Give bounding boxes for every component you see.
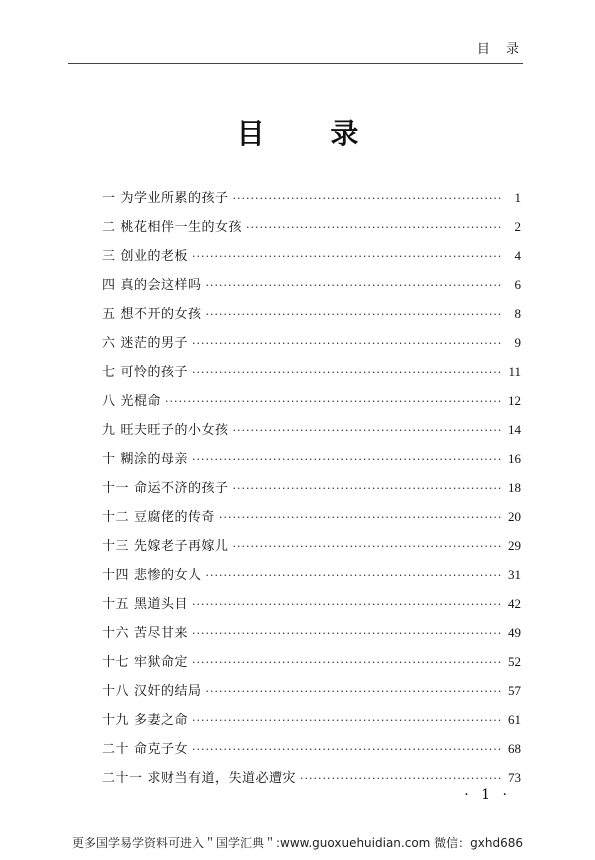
- toc-entry-number: 十: [102, 452, 116, 467]
- toc-entry-label: [102, 361, 188, 380]
- toc-entry-label: [102, 303, 202, 322]
- toc-dot-leader: [246, 221, 501, 234]
- toc-entry-page: 57: [508, 683, 521, 698]
- toc-entry-page: 29: [508, 538, 521, 553]
- toc-entry-title: 求财当有道，失道必遭灾: [147, 771, 297, 786]
- toc-entry-title: 先嫁老子再嫁儿: [134, 539, 229, 554]
- toc-dot-leader: [233, 192, 501, 205]
- toc-entry-number: 九: [102, 423, 116, 438]
- toc-entry-page: 2: [514, 219, 521, 234]
- toc-entry-number: 五: [102, 307, 116, 322]
- toc-entry-page: 4: [514, 248, 521, 263]
- toc-entry-number: 十三: [102, 539, 130, 554]
- toc-dot-leader: [206, 569, 501, 582]
- toc-entry-label: [102, 506, 215, 525]
- toc-entry-title: 汉奸的结局: [134, 684, 202, 699]
- toc-entry-page: 52: [508, 654, 521, 669]
- toc-entry-label: [102, 245, 188, 264]
- toc-entry-title: 多妻之命: [134, 713, 189, 728]
- toc-entry-page: 49: [508, 625, 521, 640]
- toc-entry[interactable]: [102, 477, 521, 506]
- toc-entry[interactable]: [102, 216, 521, 245]
- toc-entry-label: [102, 535, 229, 554]
- toc-entry-number: 二十一: [102, 771, 143, 786]
- toc-dot-leader: [206, 685, 501, 698]
- toc-entry-title: 为学业所累的孩子: [120, 191, 229, 206]
- toc-dot-leader: [192, 337, 501, 350]
- toc-entry[interactable]: [102, 680, 521, 709]
- toc-dot-leader: [192, 743, 501, 756]
- toc-entry[interactable]: [102, 274, 521, 303]
- toc-dot-leader: [206, 308, 501, 321]
- toc-entry-number: 三: [102, 249, 116, 264]
- toc-entry-page: 42: [508, 596, 521, 611]
- toc-entry-number: 二: [102, 220, 116, 235]
- toc-entry[interactable]: [102, 767, 521, 796]
- toc-entry[interactable]: [102, 651, 521, 680]
- toc-dot-leader: [219, 511, 501, 524]
- toc-entry-label: [102, 419, 229, 438]
- toc-entry-label: [102, 593, 188, 612]
- toc-entry-label: [102, 709, 188, 728]
- toc-entry-label: [102, 216, 242, 235]
- table-of-contents: [102, 187, 521, 796]
- toc-entry[interactable]: [102, 622, 521, 651]
- toc-entry-title: 创业的老板: [120, 249, 189, 264]
- toc-entry-label: [102, 767, 296, 786]
- toc-entry-label: [102, 448, 188, 467]
- toc-entry-page: 18: [508, 480, 521, 495]
- toc-dot-leader: [300, 772, 501, 785]
- toc-entry-page: 11: [508, 364, 521, 379]
- toc-entry-label: [102, 622, 188, 641]
- toc-dot-leader: [192, 453, 501, 466]
- toc-entry-page: 20: [508, 509, 521, 524]
- toc-entry-title: 豆腐佬的传奇: [134, 510, 216, 525]
- toc-entry-label: [102, 564, 202, 583]
- toc-entry-title: 真的会这样吗: [120, 278, 202, 293]
- toc-entry-number: 十四: [102, 568, 130, 583]
- toc-entry-title: 苦尽甘来: [134, 626, 189, 641]
- toc-dot-leader: [192, 656, 501, 669]
- toc-entry-page: 68: [508, 741, 521, 756]
- page-number: · 1 ·: [464, 787, 511, 803]
- toc-entry-number: 十八: [102, 684, 130, 699]
- toc-entry-label: [102, 680, 202, 699]
- toc-entry-title: 迷茫的男子: [120, 336, 189, 351]
- toc-entry[interactable]: [102, 738, 521, 767]
- toc-entry[interactable]: [102, 448, 521, 477]
- toc-entry-label: [102, 187, 229, 206]
- toc-entry[interactable]: [102, 303, 521, 332]
- toc-entry-title: 命运不济的孩子: [134, 481, 229, 496]
- toc-dot-leader: [233, 424, 501, 437]
- toc-entry-number: 一: [102, 191, 116, 206]
- toc-entry-number: 十二: [102, 510, 130, 525]
- toc-entry[interactable]: [102, 593, 521, 622]
- toc-dot-leader: [233, 482, 501, 495]
- toc-entry-label: [102, 390, 161, 409]
- toc-dot-leader: [192, 714, 501, 727]
- toc-entry-title: 黑道头目: [134, 597, 189, 612]
- toc-entry-title: 悲惨的女人: [134, 568, 202, 583]
- toc-entry-label: [102, 738, 188, 757]
- toc-entry-number: 十七: [102, 655, 130, 670]
- toc-entry-number: 十六: [102, 626, 130, 641]
- toc-entry[interactable]: [102, 361, 521, 390]
- toc-dot-leader: [165, 395, 501, 408]
- running-head: 目 录: [476, 42, 525, 57]
- toc-entry-page: 16: [508, 451, 521, 466]
- toc-entry[interactable]: [102, 390, 521, 419]
- toc-entry-number: 十五: [102, 597, 130, 612]
- toc-entry[interactable]: [102, 506, 521, 535]
- toc-dot-leader: [192, 627, 501, 640]
- toc-entry[interactable]: [102, 419, 521, 448]
- toc-entry[interactable]: [102, 332, 521, 361]
- toc-entry-number: 八: [102, 394, 116, 409]
- toc-entry-title: 桃花相伴一生的女孩: [120, 220, 243, 235]
- toc-entry-page: 6: [514, 277, 521, 292]
- toc-entry[interactable]: [102, 535, 521, 564]
- toc-entry-page: 9: [514, 335, 521, 350]
- toc-entry-label: [102, 651, 188, 670]
- toc-entry-label: [102, 477, 229, 496]
- toc-entry-page: 14: [508, 422, 521, 437]
- toc-dot-leader: [192, 250, 501, 263]
- toc-entry-label: [102, 274, 202, 293]
- page-title: 目 录: [236, 117, 387, 150]
- toc-entry-page: 31: [508, 567, 521, 582]
- toc-entry[interactable]: [102, 709, 521, 738]
- toc-entry-title: 光棍命: [120, 394, 162, 409]
- toc-dot-leader: [206, 279, 501, 292]
- toc-entry-number: 十一: [102, 481, 130, 496]
- toc-entry[interactable]: [102, 245, 521, 274]
- toc-entry-page: 73: [508, 770, 521, 785]
- toc-entry-number: 四: [102, 278, 116, 293]
- toc-entry-title: 可怜的孩子: [120, 365, 189, 380]
- toc-entry-title: 糊涂的母亲: [120, 452, 189, 467]
- toc-entry-title: 想不开的女孩: [120, 307, 202, 322]
- footer-note: 更多国学易学资料可进入＂国学汇典＂:www.guoxuehuidian.com 微信：gxhd686: [71, 836, 524, 850]
- toc-dot-leader: [192, 598, 501, 611]
- toc-entry-number: 二十: [102, 742, 130, 757]
- toc-dot-leader: [192, 366, 501, 379]
- toc-entry-number: 十九: [102, 713, 130, 728]
- toc-entry-label: [102, 332, 188, 351]
- toc-entry-page: 1: [514, 190, 521, 205]
- header-rule: [68, 63, 523, 64]
- toc-entry-number: 六: [102, 336, 116, 351]
- toc-entry-title: 牢狱命定: [134, 655, 189, 670]
- toc-entry-title: 命克子女: [134, 742, 189, 757]
- toc-entry-page: 8: [514, 306, 521, 321]
- toc-entry-page: 61: [508, 712, 521, 727]
- toc-entry-number: 七: [102, 365, 116, 380]
- toc-entry-page: 12: [508, 393, 521, 408]
- toc-entry[interactable]: [102, 187, 521, 216]
- toc-entry-title: 旺夫旺子的小女孩: [120, 423, 229, 438]
- toc-entry[interactable]: [102, 564, 521, 593]
- toc-dot-leader: [233, 540, 501, 553]
